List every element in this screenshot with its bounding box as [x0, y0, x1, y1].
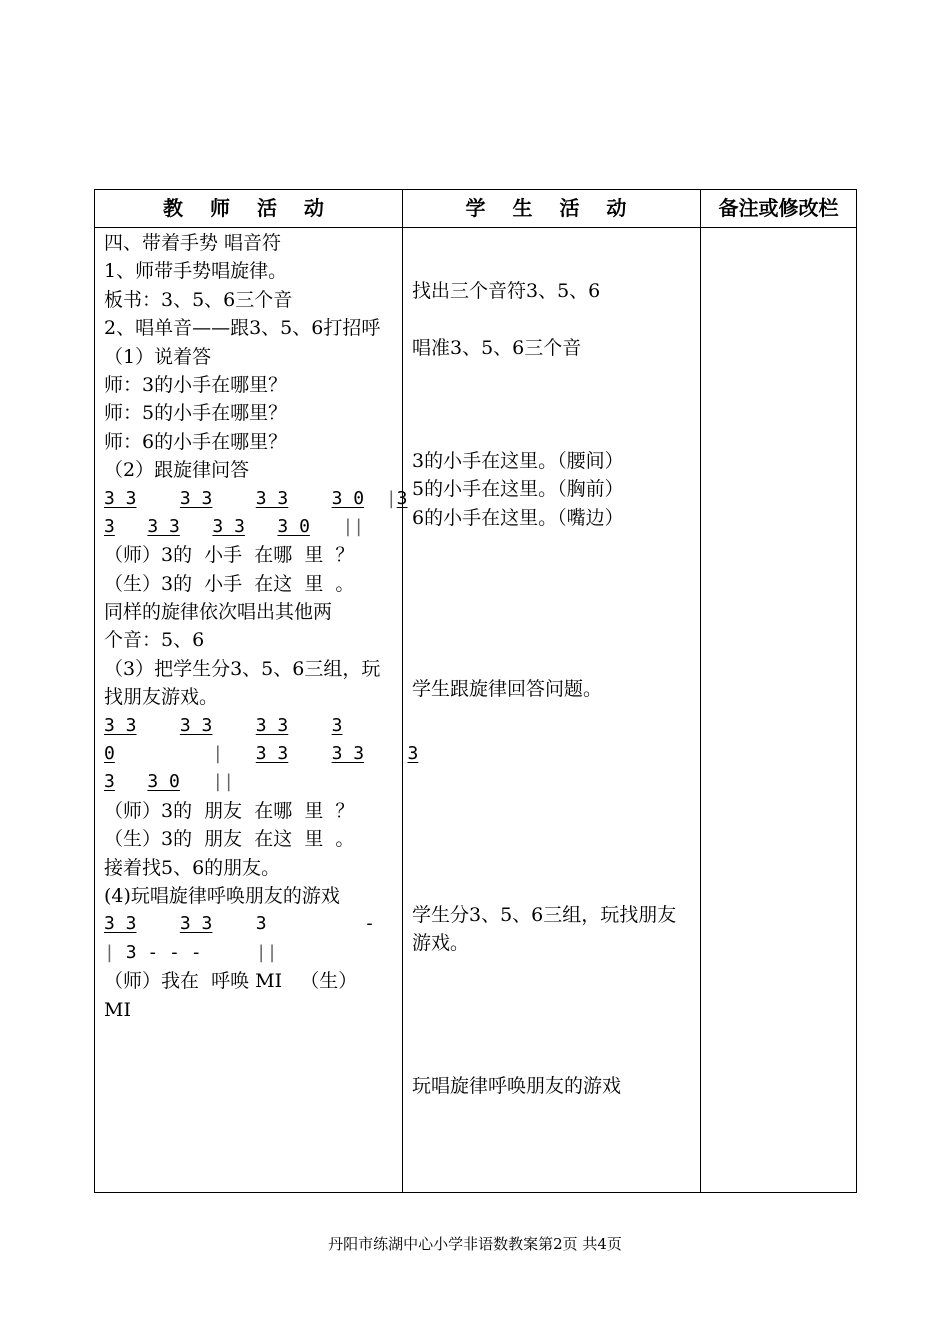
- note-group: 3: [104, 771, 115, 793]
- student-item-answer-melody: [412, 675, 702, 703]
- student-item-find-friends-game: [412, 901, 702, 958]
- text-line: （2）跟旋律问答: [104, 459, 250, 482]
- note-group: 3 3: [147, 515, 180, 537]
- music-notation-line: [104, 513, 404, 541]
- music-notation-line: [104, 768, 404, 796]
- text-line: MI: [104, 998, 131, 1021]
- student-item-find-notes: [412, 277, 702, 305]
- header-student-activity: 学 生 活 动: [465, 196, 637, 220]
- note-group: 0: [104, 743, 115, 765]
- note-group: 3 3: [212, 515, 245, 537]
- text-line: （师）3的 小手 在哪 里 ？: [104, 544, 355, 567]
- student-text: 游戏。: [412, 932, 470, 955]
- text-line: 师：6的小手在哪里？: [104, 430, 288, 453]
- student-text: 3的小手在这里。（腰间）: [412, 450, 624, 472]
- music-notation-line: [104, 712, 404, 740]
- note-group: 3 3: [331, 743, 365, 765]
- text-line: (4)玩唱旋律呼唤朋友的游戏: [104, 884, 340, 907]
- student-text: 唱准3、5、6三个音: [412, 337, 582, 359]
- text-line: 接着找5、6的朋友。: [104, 856, 281, 879]
- text-line: （3）把学生分3、5、6三组，玩: [104, 657, 381, 680]
- note-group: 3 3: [255, 743, 289, 765]
- note-group: 3 3: [179, 714, 213, 736]
- header-notes: 备注或修改栏: [718, 196, 839, 220]
- note-group: 3: [331, 714, 343, 736]
- note-group: 3: [104, 515, 115, 537]
- text-line: 1、师带手势唱旋律。: [104, 260, 288, 283]
- text-line: （生）3的 小手 在这 里 。: [104, 572, 355, 595]
- music-notation-line: [104, 910, 404, 938]
- text-line: （师）3的 朋友 在哪 里 ？: [104, 799, 355, 822]
- music-notation-line: [104, 485, 408, 513]
- note-group: 3 3: [255, 487, 289, 509]
- bar-line: ||: [212, 771, 235, 793]
- note-group: 3: [407, 743, 419, 765]
- header-teacher-activity: 教 师 活 动: [163, 196, 334, 220]
- text-line: 个音：5、6: [104, 629, 205, 652]
- note-group: 3 0: [147, 771, 180, 793]
- student-item-sing-notes: [412, 334, 702, 362]
- note-group: 3 3: [255, 714, 289, 736]
- note-group: 3 0: [331, 487, 365, 509]
- student-text: 找出三个音符3、5、6: [412, 280, 601, 302]
- note-group: 3 3: [104, 714, 137, 736]
- page-footer: 丹阳市练湖中心小学非语数教案第2页 共4页: [328, 1235, 622, 1253]
- text-line: 板书：3、5、6三个音: [104, 288, 293, 311]
- text-line: （生）3的 朋友 在这 里 。: [104, 828, 355, 851]
- note-group: 3: [396, 487, 408, 509]
- bar-line: ||: [255, 941, 278, 963]
- note-group: 3: [255, 913, 267, 935]
- music-notation-line: [104, 939, 404, 967]
- bar-line: ||: [342, 515, 365, 537]
- music-notation-line: [104, 740, 419, 768]
- note-group: -: [364, 913, 375, 935]
- note-group: 3 0: [277, 515, 310, 537]
- note-group: 3 3: [104, 913, 137, 935]
- text-line: 师：5的小手在哪里？: [104, 402, 288, 425]
- student-text: 玩唱旋律呼唤朋友的游戏: [412, 1075, 622, 1097]
- note-group: 3 3: [104, 487, 137, 509]
- bar-line: |: [104, 941, 115, 963]
- text-line: 同样的旋律依次唱出其他两: [104, 601, 333, 624]
- text-line: 四、带着手势 唱音符: [104, 232, 282, 254]
- bar-line: |: [385, 487, 397, 509]
- text-line: 2、唱单音——跟3、5、6打招呼: [104, 317, 381, 340]
- student-item-call-friends-game: [412, 1072, 702, 1100]
- student-text: 5的小手在这里。（胸前）: [412, 478, 624, 501]
- text-line: （1）说着答: [104, 345, 212, 368]
- text-line: 师：3的小手在哪里？: [104, 373, 288, 396]
- note-group: 3 3: [179, 487, 213, 509]
- note-group: 3 3: [179, 913, 213, 935]
- student-text: 学生跟旋律回答问题。: [412, 678, 603, 700]
- student-text: 6的小手在这里。（嘴边）: [412, 506, 624, 529]
- student-item-hand-positions: [412, 447, 702, 532]
- text-line: 找朋友游戏。: [104, 686, 219, 709]
- header-divider: [95, 227, 856, 228]
- bar-line: |: [212, 743, 224, 765]
- student-text: 学生分3、5、6三组，玩找朋友: [412, 904, 677, 926]
- note-group: 3 - - -: [125, 941, 202, 963]
- teacher-activity-column: [104, 229, 419, 1024]
- text-line: （师）我在 呼唤 MI （生）: [104, 970, 358, 993]
